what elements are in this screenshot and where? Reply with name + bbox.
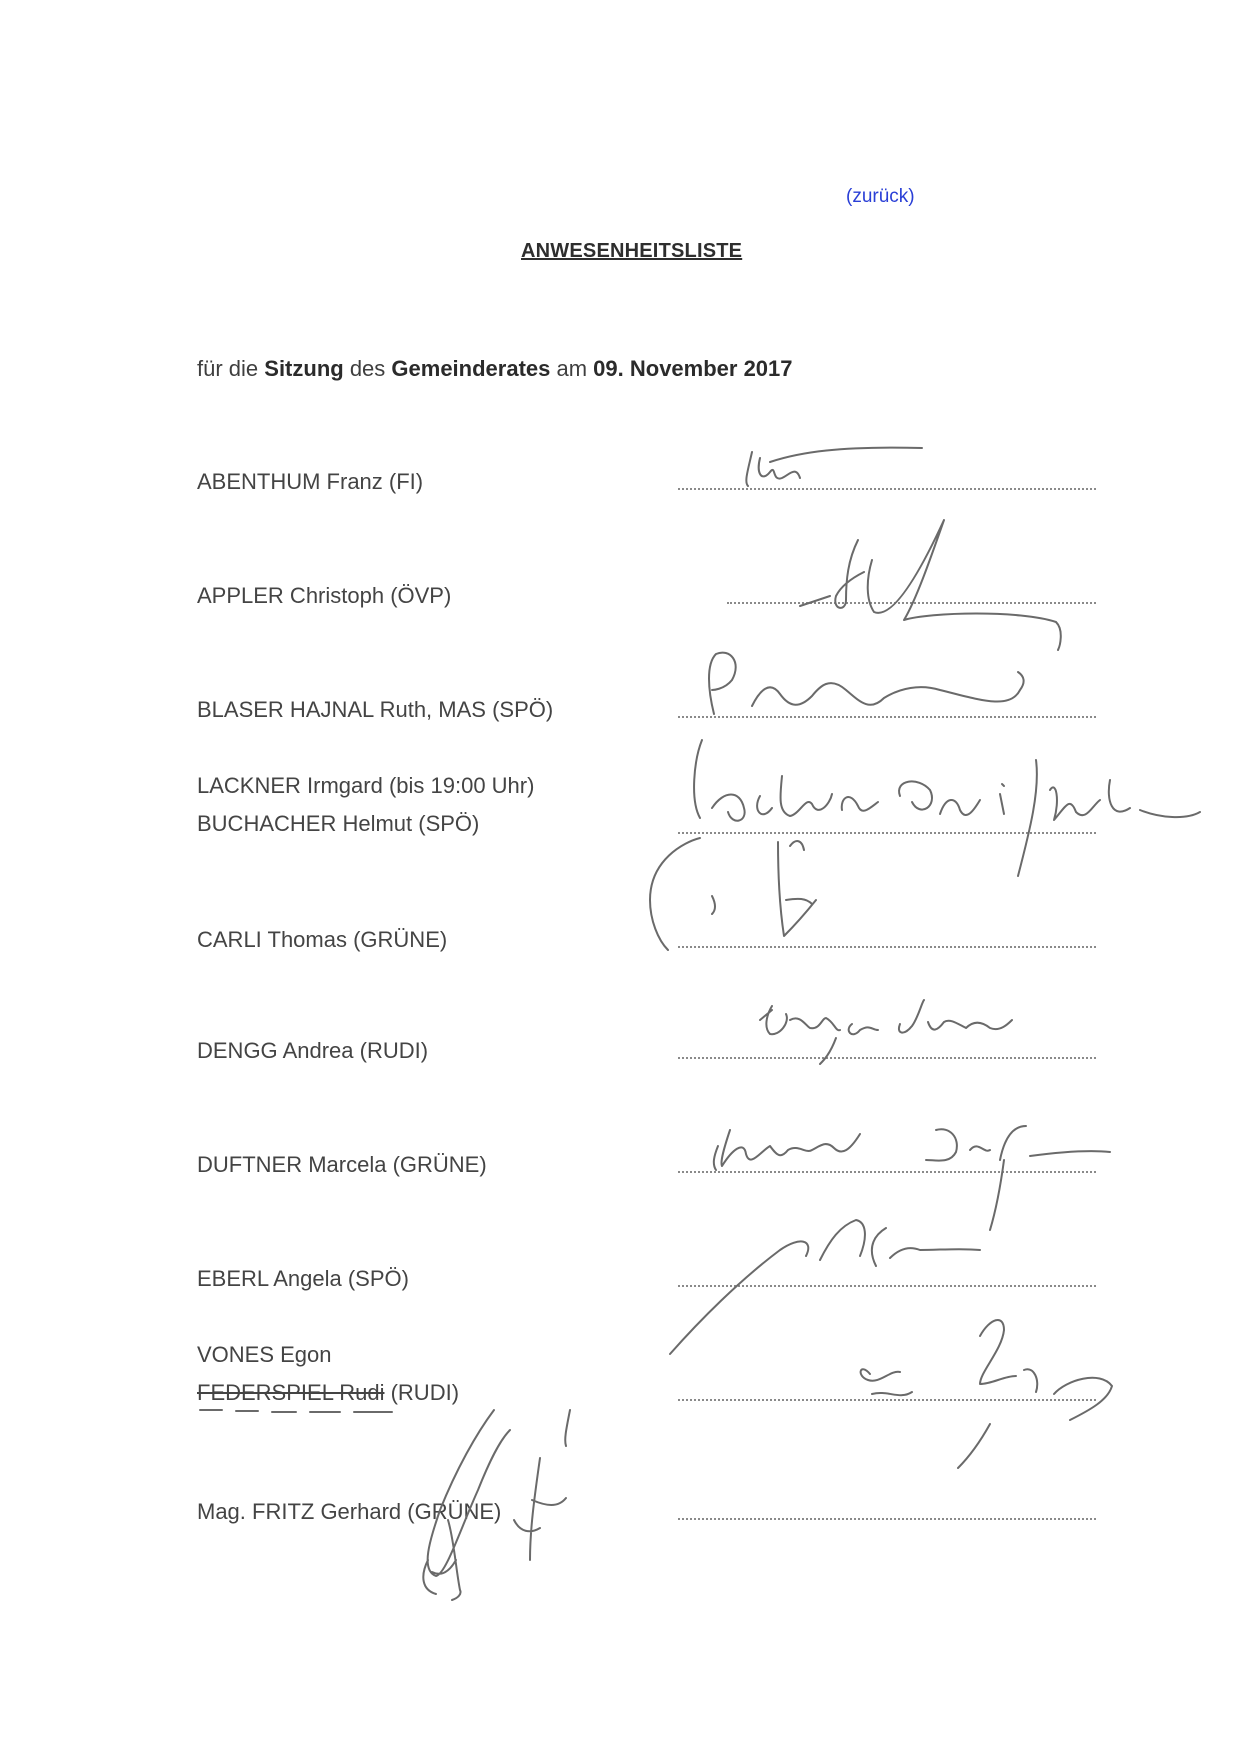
signature-line (678, 832, 1096, 834)
attendee-name: Mag. FRITZ Gerhard (GRÜNE) (197, 1499, 502, 1524)
signature-duftner (714, 1126, 1110, 1230)
signature-line (678, 1518, 1096, 1520)
attendee-name: CARLI Thomas (GRÜNE) (197, 927, 448, 952)
signature-line (678, 1285, 1096, 1287)
signature-carli (650, 838, 816, 950)
attendee-name: LACKNER Irmgard (bis 19:00 Uhr) (197, 773, 535, 798)
signature-line (678, 1171, 1096, 1173)
attendee-name: BUCHACHER Helmut (SPÖ) (197, 811, 480, 836)
signature-abenthum (746, 448, 922, 486)
signature-dengg (760, 1000, 1012, 1064)
party-label: (RUDI) (384, 1380, 460, 1405)
attendee-name: DENGG Andrea (RUDI) (197, 1038, 429, 1063)
attendee-name (197, 1380, 459, 1406)
intro-gemeinderat: Gemeinderates (391, 356, 551, 381)
struck-name: FEDERSPIEL Rudi (197, 1380, 385, 1405)
signature-lackner (899, 781, 1004, 815)
intro-sitzung: Sitzung (264, 356, 344, 381)
back-link[interactable]: (zurück) (846, 186, 915, 207)
signature-federspiel-underline (200, 1410, 392, 1412)
attendee-name: ABENTHUM Franz (FI) (197, 469, 424, 494)
signature-line (678, 946, 1096, 948)
intro-text: am (550, 356, 594, 381)
signature-line (678, 1399, 1096, 1401)
intro-text: für die (197, 356, 265, 381)
document-title: ANWESENHEITSLISTE (521, 240, 743, 262)
intro-text: des (343, 356, 392, 381)
signature-appler (800, 520, 1061, 650)
attendee-name: VONES Egon (197, 1342, 332, 1367)
signature-blaser (709, 653, 1024, 714)
signature-vones (861, 1320, 1112, 1468)
signature-line (678, 716, 1096, 718)
intro-line (197, 356, 793, 382)
attendee-name: DUFTNER Marcela (GRÜNE) (197, 1152, 487, 1177)
signature-line (727, 602, 1096, 604)
signature-line (678, 488, 1096, 490)
attendee-name: BLASER HAJNAL Ruth, MAS (SPÖ) (197, 697, 554, 722)
signature-lackner (694, 740, 878, 821)
signature-line (678, 1057, 1096, 1059)
attendee-name: APPLER Christoph (ÖVP) (197, 583, 452, 608)
attendee-name: EBERL Angela (SPÖ) (197, 1266, 409, 1291)
intro-date: 09. November 2017 (593, 356, 793, 381)
signature-buchacher (1018, 760, 1200, 876)
signature-eberl (670, 1220, 980, 1354)
